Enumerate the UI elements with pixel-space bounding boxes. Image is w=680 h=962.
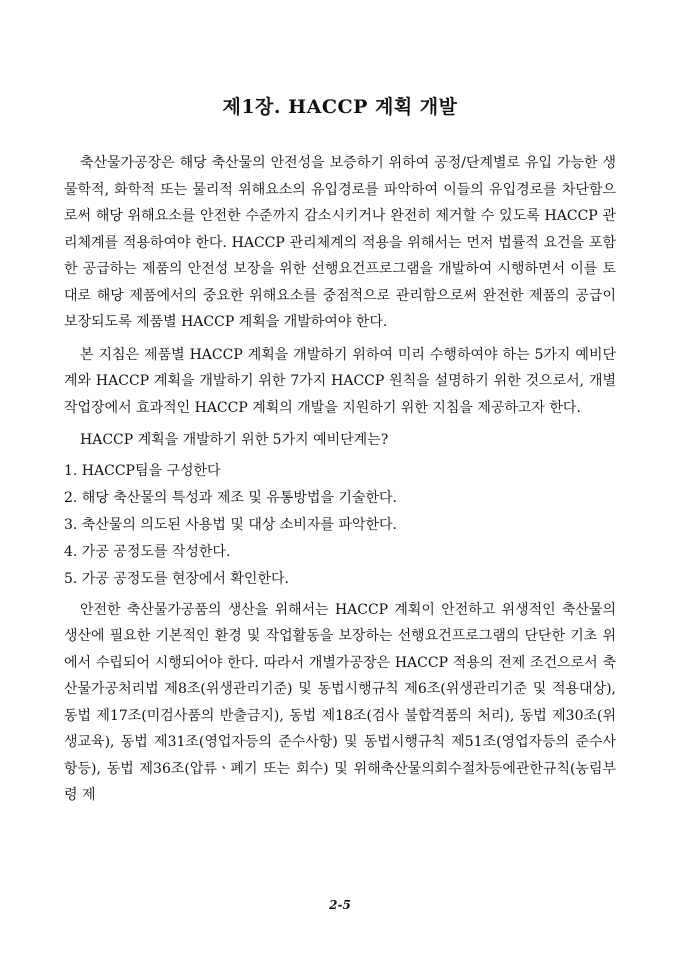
list-item: 2. 해당 축산물의 특성과 제조 및 유통방법을 기술한다. bbox=[64, 489, 397, 506]
list-item: 4. 가공 공정도를 작성한다. bbox=[64, 543, 231, 560]
prerequisite-paragraph: 안전한 축산물가공품의 생산을 위해서는 HACCP 계획이 안전하고 위생적인 축산물의 생산에 필요한 기본적인 환경 및 작업활동을 보장하는 선행요건프로그램의 단단한 기초 위에서 수립되어 시행되어야 한다. 따라서 개별가공장은 HACCP 적용의 전제 조건으로서 축산물가공처리법 제8조(위생관리기준) 및 동법시행규칙 제6조(위생관리기준 및 적용대상), 동법 제17조(미검사품의 반출금지), 동법 제18조(검사 불합격품의 처리), 동법 제30조(위생교육), 동법 제31조(영업자등의 준수사항) 및 동법시행규칙 제51조(영업자등의 준수사항등), 동법 제36조(압류ㆍ폐기 또는 회수) 및 위해축산물의회수절차등에관한규칙(농림부령 제 bbox=[64, 601, 616, 803]
body-text bbox=[64, 150, 616, 815]
intro-paragraph: 축산물가공장은 해당 축산물의 안전성을 보증하기 위하여 공정/단계별로 유입 가능한 생물학적, 화학적 또는 물리적 위해요소의 유입경로를 파악하여 이들의 유입경로를 차단함으로써 해당 위해요소를 안전한 수준까지 감소시키거나 완전히 제거할 수 있도록 HACCP 관리체계를 적용하여야 한다. HACCP 관리체계의 적용을 위해서는 먼저 법률적 요건을 포함한 공급하는 제품의 안전성 보장을 위한 선행요건프로그램을 개발하여 시행하면서 이를 토대로 해당 제품에서의 중요한 위해요소를 중점적으로 관리함으로써 완전한 제품의 공급이 보장되도록 제품별 HACCP 계획을 개발하여야 한다. bbox=[64, 155, 616, 330]
list-item: 1. HACCP팀을 구성한다 bbox=[64, 462, 221, 479]
preliminary-steps-list bbox=[64, 458, 616, 593]
chapter-title: 제1장. HACCP 계획 개발 bbox=[222, 96, 458, 118]
list-item: 3. 축산물의 의도된 사용법 및 대상 소비자를 파악한다. bbox=[64, 516, 397, 533]
page-number: 2-5 bbox=[329, 898, 351, 912]
list-item: 5. 가공 공정도를 현장에서 확인한다. bbox=[64, 570, 289, 587]
preliminary-steps-question: HACCP 계획을 개발하기 위한 5가지 예비단계는? bbox=[80, 432, 389, 448]
guideline-paragraph: 본 지침은 제품별 HACCP 계획을 개발하기 위하여 미리 수행하여야 하는 5가지 예비단계와 HACCP 계획을 개발하기 위한 7가지 HACCP 원칙을 설명하기 위한 것으로서, 개별 작업장에서 효과적인 HACCP 계획의 개발을 지원하기 위한 지침을 제공하고자 한다. bbox=[64, 346, 616, 416]
